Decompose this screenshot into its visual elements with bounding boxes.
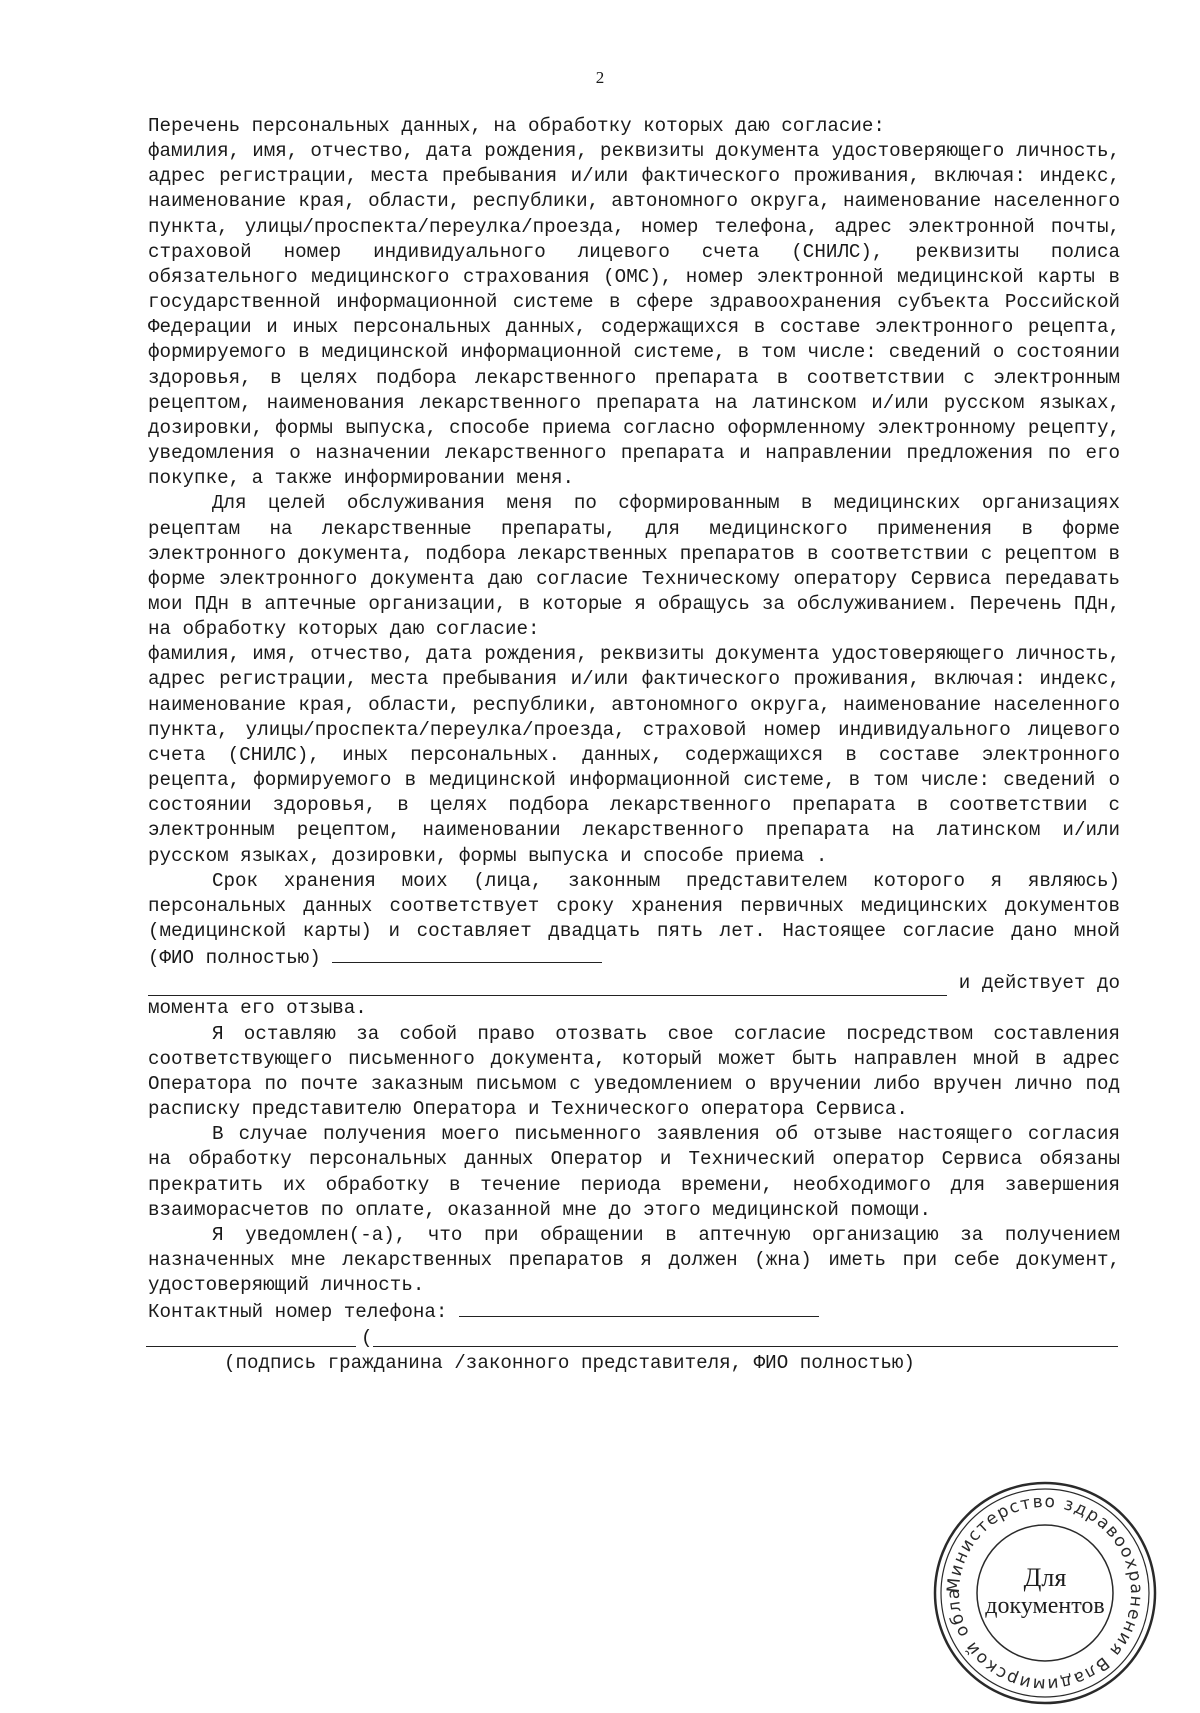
phone-field[interactable]	[459, 1298, 819, 1317]
storage-term-paragraph	[148, 869, 1120, 972]
signature-row	[148, 1326, 1120, 1351]
official-stamp	[930, 1478, 1160, 1708]
pharmacy-consent-paragraph: Для целей обслуживания меня по сформированным в медицинских организациях рецептам на лекарственные препараты, для медицинского применения в форме электронного документа, подбора лекарственных препаратов в соответствии с рецептом в форме электронного документа даю согласие Техническому оператору Сервиса передавать мои ПДн в аптечные организации, в которые я обращусь за обслуживанием. Перечень ПДн, на обработку которых даю согласие:	[148, 492, 1120, 641]
full-name-continuation-row	[148, 971, 1120, 996]
signatory-name-field[interactable]	[373, 1346, 1118, 1347]
document-body	[148, 114, 1120, 1376]
storage-term-text: Срок хранения моих (лица, законным представителем которого я являюсь) персональных данных соответствует сроку хранения первичных медицинских документов (медицинской карты) и составляет двадцать пять лет. Настоящее согласие дано мной (ФИО полностью)	[148, 869, 1120, 970]
stamp-seal-graphic	[930, 1478, 1160, 1708]
signature-field[interactable]	[146, 1346, 356, 1347]
identity-document-paragraph: Я уведомлен(-а), что при обращении в аптечную организацию за получением назначенных мне лекарственных препаратов я должен (жна) иметь при себе документ, удостоверяющий личность.	[148, 1223, 1120, 1297]
signature-caption: (подпись гражданина /законного представителя, ФИО полностью)	[224, 1351, 915, 1374]
phone-label: Контактный номер телефона:	[148, 1301, 448, 1324]
phone-row	[148, 1298, 1120, 1325]
until-revoked-text: момента его отзыва.	[148, 997, 367, 1020]
full-name-field-continued[interactable]	[148, 975, 947, 996]
full-name-field[interactable]	[332, 944, 602, 963]
revocation-right-paragraph: Я оставляю за собой право отозвать свое согласие посредством составления соответствующего письменного документа, который может быть направлен мной в адрес Оператора по почте заказным письмом с уведомлением о вручении либо вручен лично под расписку представителю Оператора и Технического оператора Сервиса.	[148, 1022, 1120, 1121]
stamp-center-line2: документов	[985, 1593, 1105, 1619]
stamp-ring-text: Министерство здравоохранения Владимирской обла	[943, 1491, 1147, 1695]
pd-list-2: фамилия, имя, отчество, дата рождения, реквизиты документа удостоверяющего личность, адрес регистрации, места пребывания и/или фактического проживания, включая: индекс, наименование края, области, республики, автономного округа, наименование населенного пункта, улицы/проспекта/переулка/проезда, страховой номер индивидуального лицевого счета (СНИЛС), иных персональных. данных, содержащихся в составе электронного рецепта, формируемого в медицинской информационной системе, в том числе: сведений о состоянии здоровья, в целях подбора лекарственного препарата в соответствии с электронным рецептом, наименовании лекарственного препарата на латинском и/или русском языках, дозировки, формы выпуска и способе приема .	[148, 643, 1120, 867]
pd-list-heading: Перечень персональных данных, на обработку которых даю согласие:	[148, 115, 885, 137]
page-number: 2	[595, 68, 605, 87]
valid-until-label: и действует до	[958, 972, 1120, 995]
pd-list-1: фамилия, имя, отчество, дата рождения, реквизиты документа удостоверяющего личность, адрес регистрации, места пребывания и/или фактического проживания, включая: индекс, наименование края, области, республики, автономного округа, наименование населенного пункта, улицы/проспекта/переулка/проезда, номер телефона, адрес электронной почты, страховой номер индивидуального лицевого счета (СНИЛС), реквизиты полиса обязательного медицинского страхования (ОМС), номер электронной медицинской карты в государственной информационной системе в сфере здравоохранения субъекта Российской Федерации и иных персональных данных, содержащихся в составе электронного рецепта, формируемого в медицинской информационной системе, в том числе: сведений о состоянии здоровья, в целях подбора лекарственного препарата в соответствии с электронным рецептом, наименования лекарственного препарата на латинском и/или русском языках, дозировки, формы выпуска, способе приема согласно оформленному электронному рецепту, уведомления о назначении лекарственного препарата и направлении предложения по его покупке, а также информировании меня.	[148, 140, 1120, 490]
signature-paren: (	[361, 1326, 373, 1349]
stamp-center-line1: Для	[1023, 1563, 1067, 1592]
revocation-effect-paragraph: В случае получения моего письменного заявления об отзыве настоящего согласия на обработку персональных данных Оператор и Технический оператор Сервиса обязаны прекратить их обработку в течение периода времени, необходимого для завершения взаиморасчетов по оплате, оказанной мне до этого медицинской помощи.	[148, 1123, 1120, 1221]
